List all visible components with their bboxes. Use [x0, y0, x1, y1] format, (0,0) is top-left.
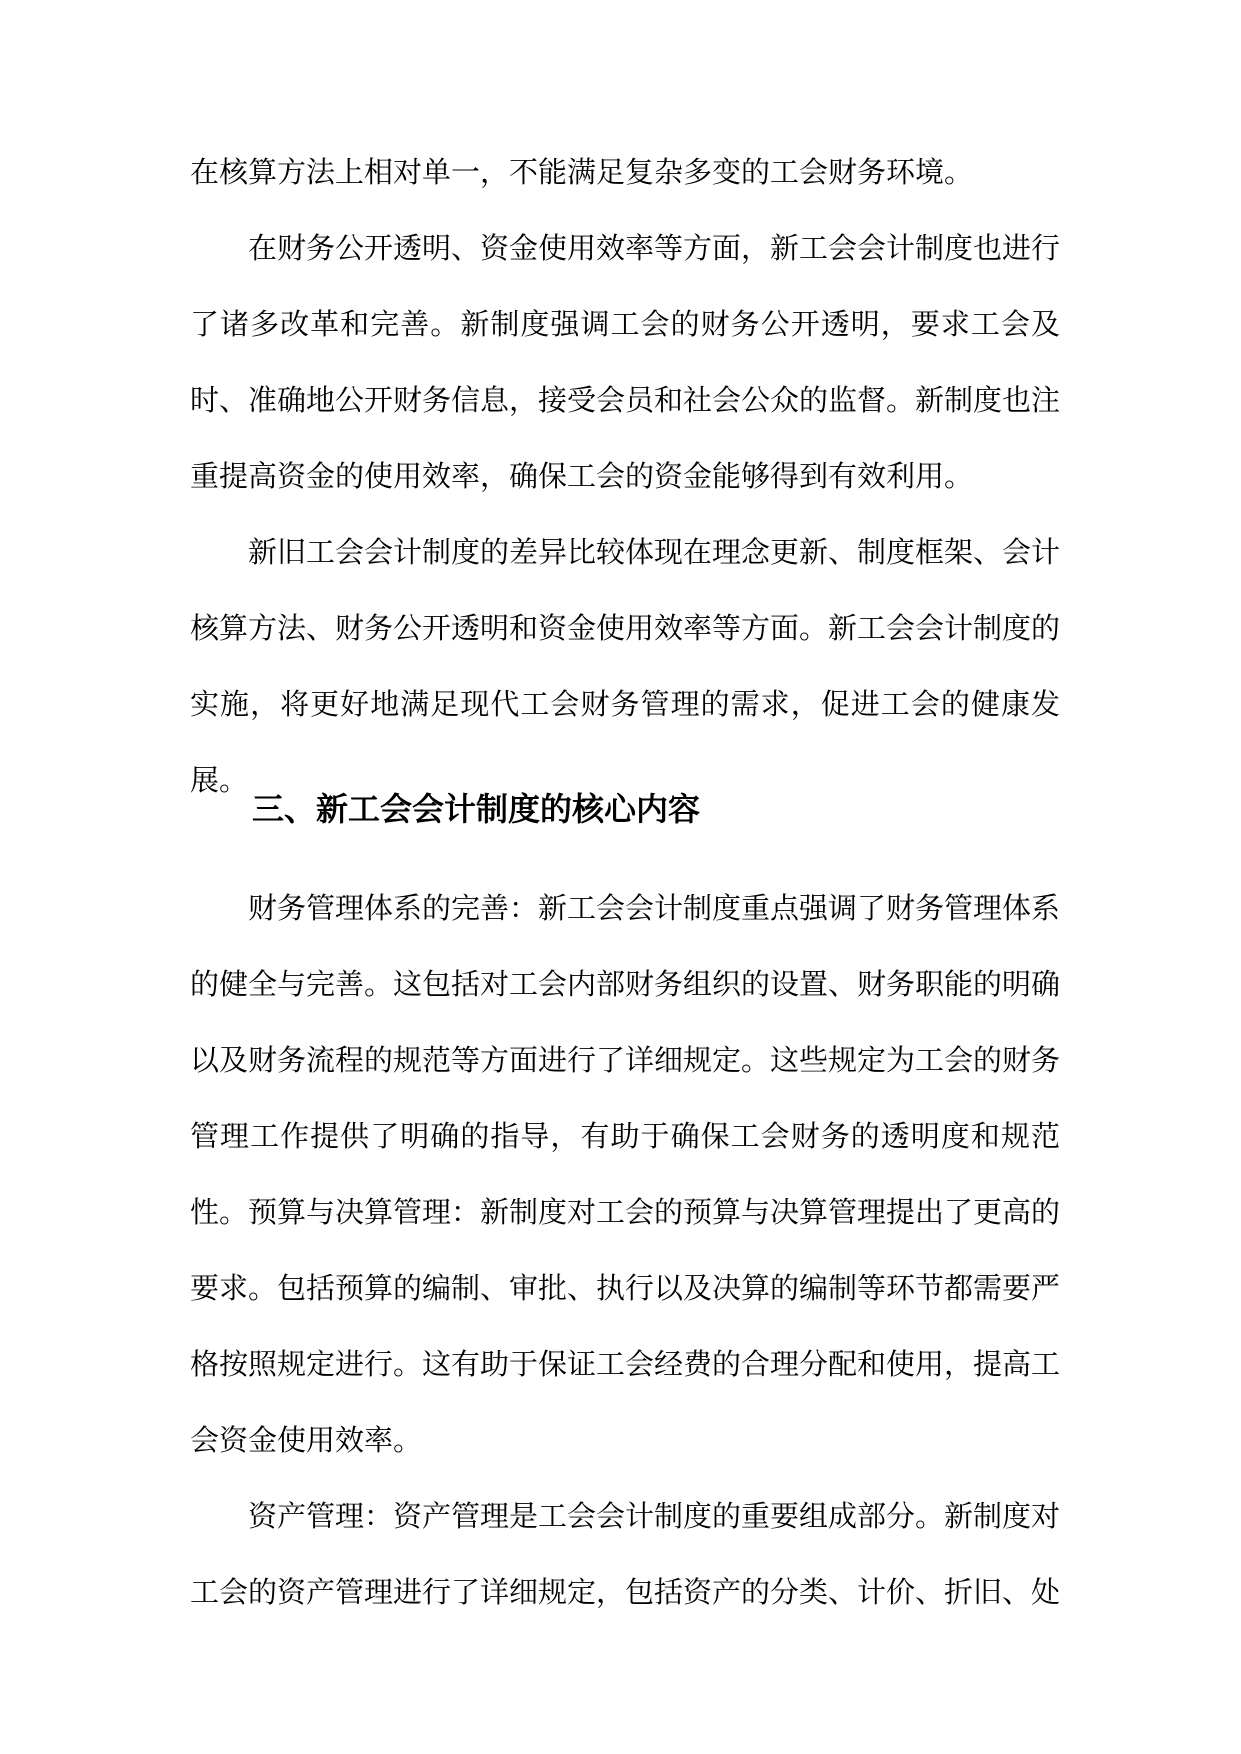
paragraph-continuation: 在核算方法上相对单一，不能满足复杂多变的工会财务环境。	[190, 155, 974, 189]
paragraph-financial-management: 财务管理体系的完善：新工会会计制度重点强调了财务管理体系的健全与完善。这包括对工会内部财务组织的设置、财务职能的明确以及财务流程的规范等方面进行了详细规定。这些规定为工会的财务管理工作提供了明确的指导，有助于确保工会财务的透明度和规范性。	[190, 891, 1061, 1229]
paragraph-budget-management: 预算与决算管理：新制度对工会的预算与决算管理提出了更高的要求。包括预算的编制、审批、执行以及决算的编制等环节都需要严格按照规定进行。这有助于保证工会经费的合理分配和使用，提高工会资金使用效率。	[190, 1195, 1061, 1457]
paragraph-asset-management: 资产管理：资产管理是工会会计制度的重要组成部分。新制度对工会的资产管理进行了详细规定，包括资产的分类、计价、折旧、处	[190, 1499, 1061, 1609]
section-heading: 三、新工会会计制度的核心内容	[252, 790, 701, 828]
paragraph-comparison-summary: 新旧工会会计制度的差异比较体现在理念更新、制度框架、会计核算方法、财务公开透明和资金使用效率等方面。新工会会计制度的实施，将更好地满足现代工会财务管理的需求，促进工会的健康发展。	[190, 535, 1061, 797]
paragraph-transparency: 在财务公开透明、资金使用效率等方面，新工会会计制度也进行了诸多改革和完善。新制度强调工会的财务公开透明，要求工会及时、准确地公开财务信息，接受会员和社会公众的监督。新制度也注重提高资金的使用效率，确保工会的资金能够得到有效利用。	[190, 231, 1061, 493]
